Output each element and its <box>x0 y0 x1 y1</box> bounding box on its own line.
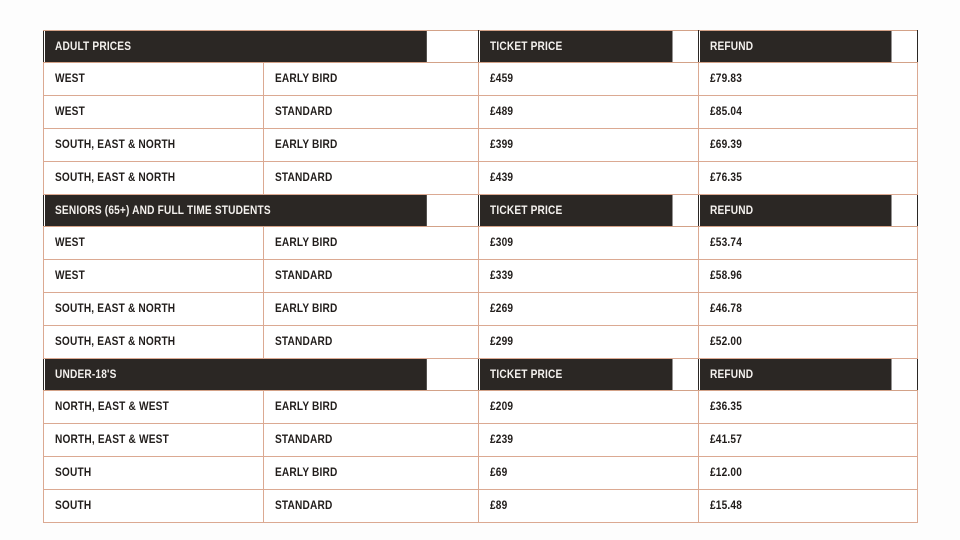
cell-type: EARLY BIRD <box>264 457 453 490</box>
table-row <box>44 391 918 424</box>
cell-region: SOUTH, EAST & NORTH <box>44 162 238 195</box>
table-row <box>44 293 918 326</box>
column-header-ticket-price: TICKET PRICE <box>479 195 673 227</box>
column-header-ticket-price: TICKET PRICE <box>479 31 673 63</box>
cell-type: EARLY BIRD <box>264 391 453 424</box>
column-header-refund: REFUND <box>699 195 892 227</box>
cell-refund: £53.74 <box>699 227 892 260</box>
table-row <box>44 129 918 162</box>
cell-type: EARLY BIRD <box>264 293 453 326</box>
cell-price: £69 <box>479 457 673 490</box>
cell-region: SOUTH, EAST & NORTH <box>44 129 238 162</box>
cell-refund: £79.83 <box>699 63 892 96</box>
cell-region: WEST <box>44 96 238 129</box>
table-row <box>44 162 918 195</box>
cell-type: STANDARD <box>264 162 453 195</box>
cell-refund: £36.35 <box>699 391 892 424</box>
cell-price: £339 <box>479 260 673 293</box>
cell-price: £239 <box>479 424 673 457</box>
section-header-row <box>44 31 918 63</box>
cell-refund: £69.39 <box>699 129 892 162</box>
section-header-row <box>44 359 918 391</box>
ticket-pricing-table <box>43 30 918 523</box>
cell-type: STANDARD <box>264 326 453 359</box>
cell-region: SOUTH, EAST & NORTH <box>44 293 238 326</box>
cell-refund: £46.78 <box>699 293 892 326</box>
cell-refund: £15.48 <box>699 490 892 523</box>
cell-price: £439 <box>479 162 673 195</box>
column-header-ticket-price: TICKET PRICE <box>479 359 673 391</box>
cell-refund: £12.00 <box>699 457 892 490</box>
cell-type: EARLY BIRD <box>264 63 453 96</box>
section-header-row <box>44 195 918 227</box>
table-row <box>44 490 918 523</box>
cell-region: NORTH, EAST & WEST <box>44 391 238 424</box>
table-row <box>44 227 918 260</box>
cell-price: £89 <box>479 490 673 523</box>
table-row <box>44 326 918 359</box>
table-row <box>44 96 918 129</box>
cell-region: SOUTH, EAST & NORTH <box>44 326 238 359</box>
section-title: ADULT PRICES <box>44 31 427 63</box>
section-title: SENIORS (65+) AND FULL TIME STUDENTS <box>44 195 427 227</box>
cell-price: £309 <box>479 227 673 260</box>
column-header-refund: REFUND <box>699 31 892 63</box>
cell-refund: £41.57 <box>699 424 892 457</box>
cell-region: SOUTH <box>44 457 238 490</box>
column-header-refund: REFUND <box>699 359 892 391</box>
cell-region: WEST <box>44 227 238 260</box>
cell-type: STANDARD <box>264 96 453 129</box>
cell-price: £489 <box>479 96 673 129</box>
table-body <box>44 31 918 523</box>
table-row <box>44 424 918 457</box>
cell-refund: £76.35 <box>699 162 892 195</box>
table-row <box>44 260 918 293</box>
cell-type: STANDARD <box>264 424 453 457</box>
cell-refund: £52.00 <box>699 326 892 359</box>
cell-price: £209 <box>479 391 673 424</box>
cell-refund: £58.96 <box>699 260 892 293</box>
cell-type: EARLY BIRD <box>264 227 453 260</box>
cell-type: STANDARD <box>264 490 453 523</box>
cell-region: SOUTH <box>44 490 238 523</box>
cell-price: £269 <box>479 293 673 326</box>
cell-price: £399 <box>479 129 673 162</box>
table-row <box>44 63 918 96</box>
cell-type: STANDARD <box>264 260 453 293</box>
cell-price: £299 <box>479 326 673 359</box>
cell-region: WEST <box>44 63 238 96</box>
cell-refund: £85.04 <box>699 96 892 129</box>
section-title: UNDER-18'S <box>44 359 427 391</box>
cell-price: £459 <box>479 63 673 96</box>
cell-region: WEST <box>44 260 238 293</box>
table-row <box>44 457 918 490</box>
cell-region: NORTH, EAST & WEST <box>44 424 238 457</box>
cell-type: EARLY BIRD <box>264 129 453 162</box>
